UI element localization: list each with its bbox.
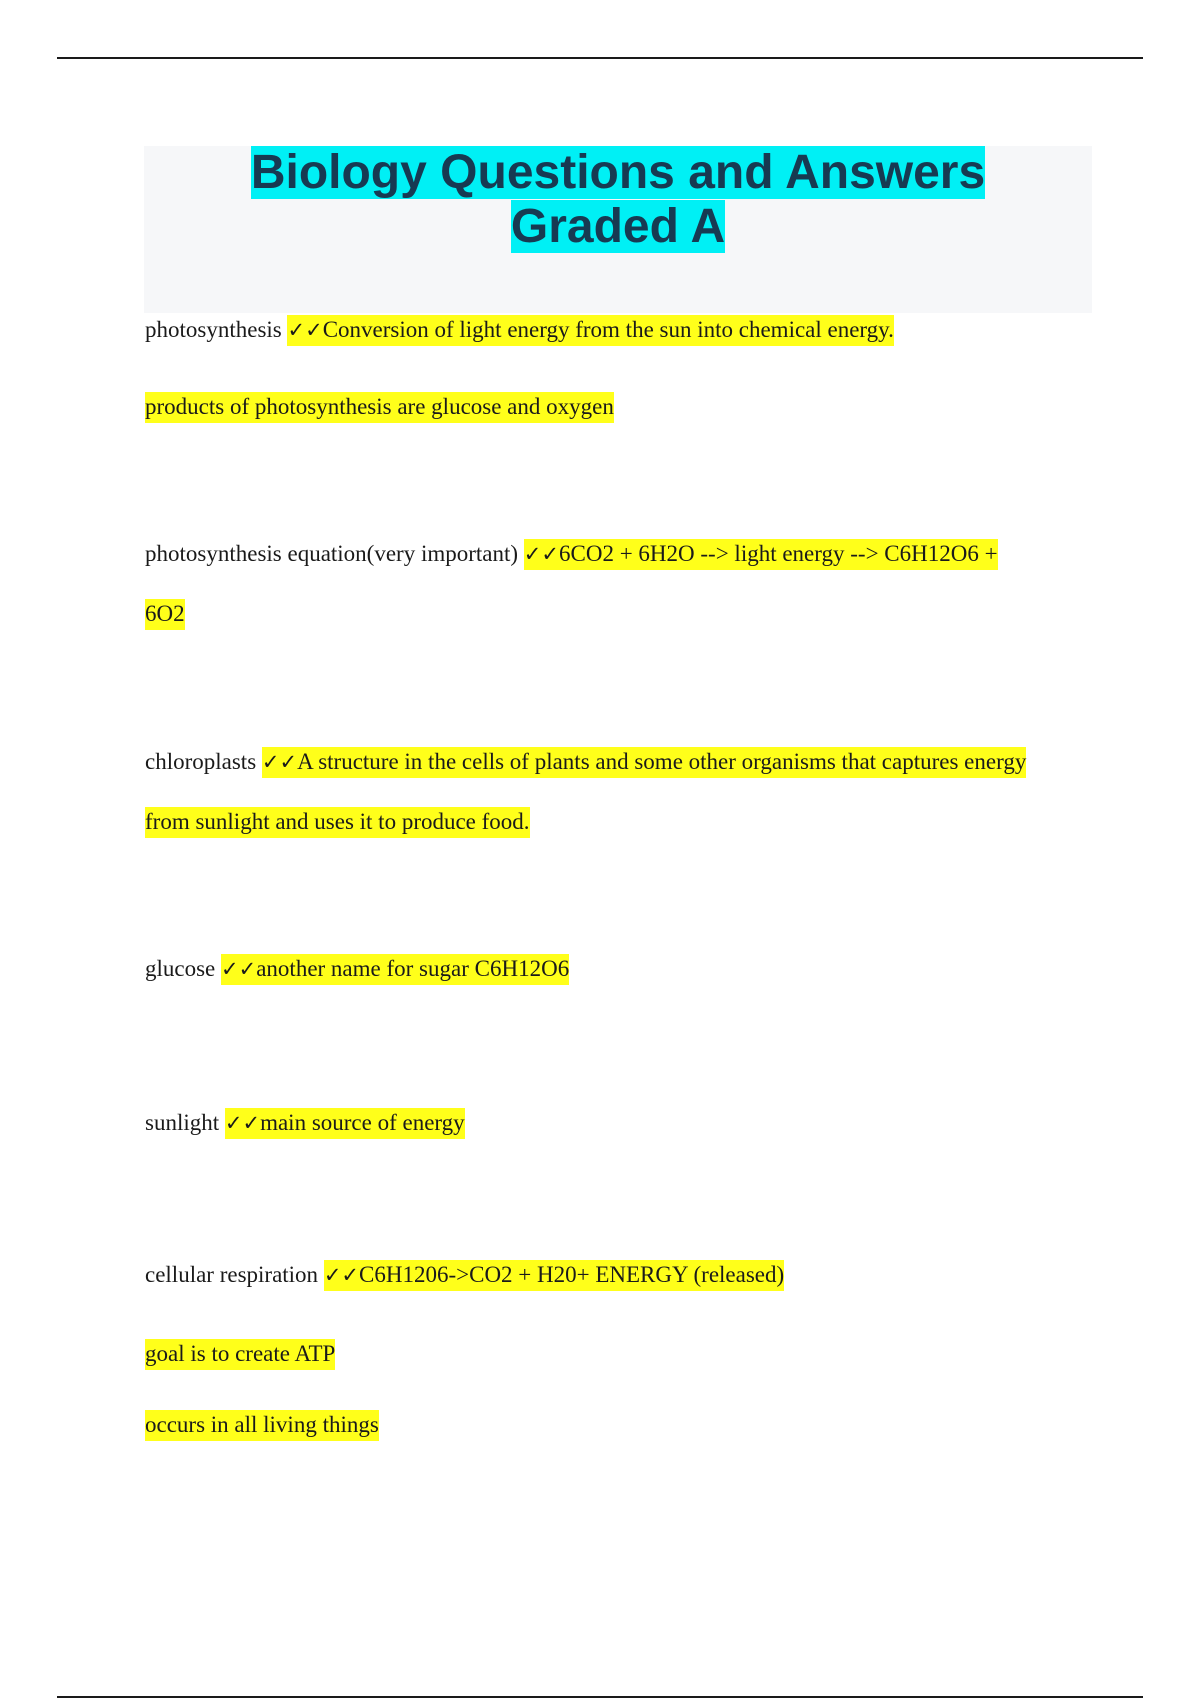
title-line-2: Graded A	[510, 200, 726, 253]
answer-highlight	[262, 747, 1026, 778]
term-label: photosynthesis equation(very important)	[145, 541, 519, 566]
double-check-icon: ✓✓	[323, 1263, 360, 1287]
answer-continuation	[145, 393, 614, 421]
answer-text: 6O2	[145, 599, 185, 630]
answer-text: main source of energy	[260, 1110, 465, 1135]
double-check-icon: ✓✓	[221, 957, 257, 981]
term-label: sunlight	[145, 1110, 220, 1135]
answer-continuation	[145, 600, 185, 628]
answer-text: another name for sugar C6H12O6	[256, 956, 570, 981]
answer-text: Conversion of light energy from the sun into chemical energy.	[322, 317, 894, 342]
answer-text: C6H1206->CO2 + H20+ ENERGY (released)	[359, 1262, 785, 1287]
answer-highlight	[324, 1260, 784, 1291]
answer-text: goal is to create ATP	[145, 1339, 335, 1370]
double-check-icon: ✓✓	[224, 1111, 261, 1135]
double-check-icon: ✓✓	[287, 318, 323, 342]
answer-text: from sunlight and uses it to produce food.	[145, 807, 530, 838]
term-label: chloroplasts	[145, 749, 257, 774]
answer-text: occurs in all living things	[145, 1410, 379, 1441]
qa-entry-sunlight	[145, 1109, 465, 1137]
qa-entry-cellular-respiration	[145, 1261, 784, 1289]
page-title	[144, 146, 1092, 254]
bottom-rule	[57, 1696, 1143, 1698]
double-check-icon: ✓✓	[261, 750, 298, 774]
answer-highlight	[225, 1108, 465, 1139]
answer-continuation	[145, 808, 530, 836]
qa-entry-chloroplasts	[145, 748, 1026, 776]
answer-continuation	[145, 1411, 379, 1439]
qa-entry-photosynthesis	[145, 316, 894, 344]
answer-continuation	[145, 1340, 335, 1368]
answer-text: A structure in the cells of plants and some other organisms that captures energy	[297, 749, 1027, 774]
answer-highlight	[221, 954, 569, 985]
answer-highlight	[524, 539, 998, 570]
top-rule	[57, 57, 1143, 59]
answer-highlight	[287, 315, 893, 346]
answer-text: 6CO2 + 6H2O --> light energy --> C6H12O6 +	[559, 541, 998, 566]
title-line-1: Biology Questions and Answers	[250, 146, 986, 199]
term-label: photosynthesis	[145, 317, 282, 342]
term-label: glucose	[145, 956, 216, 981]
term-label: cellular respiration	[145, 1262, 319, 1287]
answer-text: products of photosynthesis are glucose and oxygen	[145, 392, 614, 423]
qa-entry-glucose	[145, 955, 569, 983]
title-block	[144, 146, 1092, 313]
qa-entry-photosynthesis-equation	[145, 540, 998, 568]
double-check-icon: ✓✓	[523, 542, 559, 566]
